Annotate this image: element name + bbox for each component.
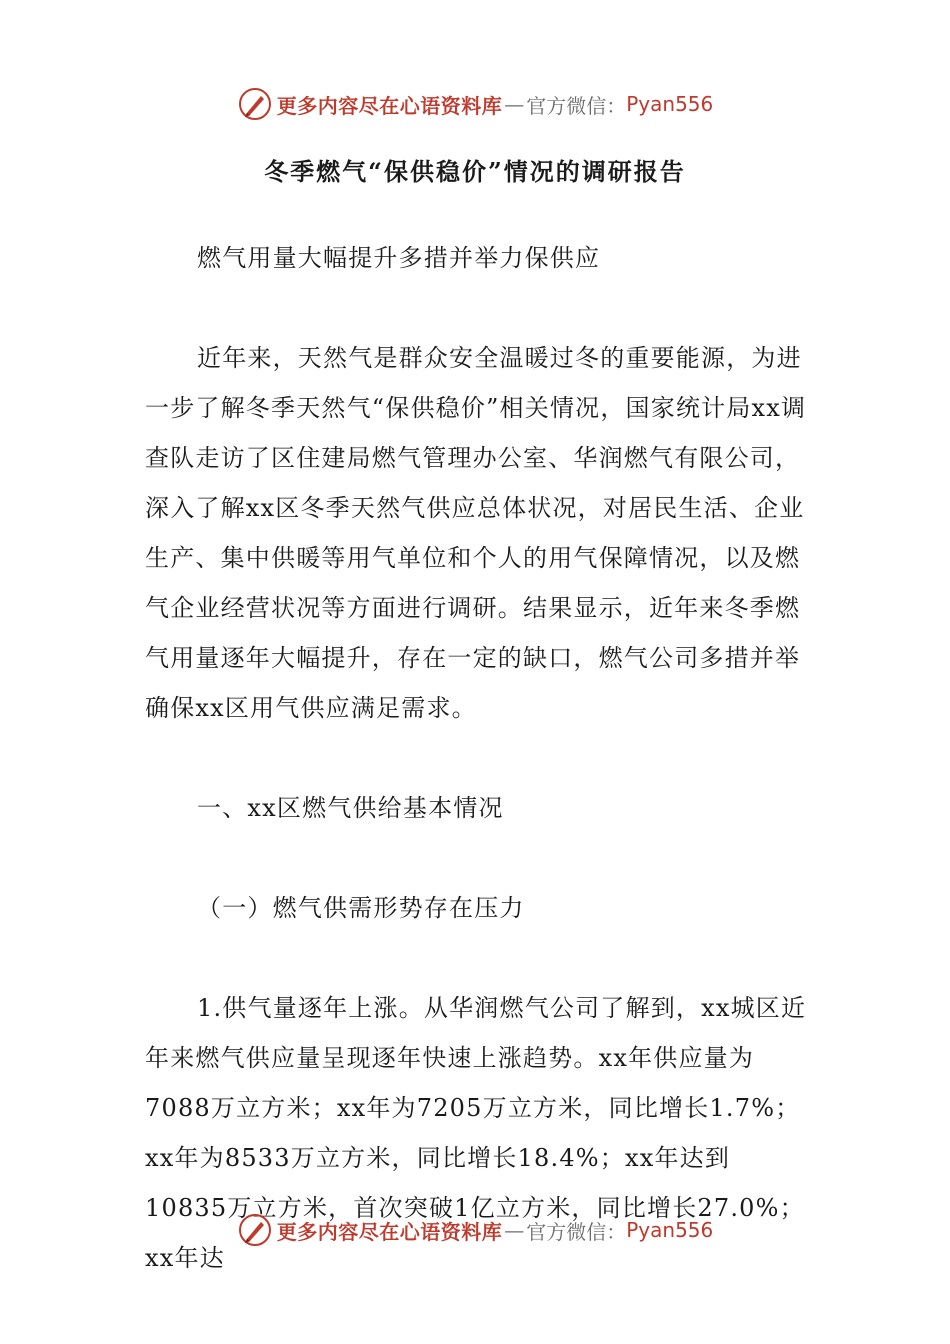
supply-paragraph: 1.供气量逐年上涨。从华润燃气公司了解到，xx城区近年来燃气供应量呈现逐年快速上涨趋势。xx年供应量为7088万立方米；xx年为7205万立方米，同比增长1.7%；xx年为8533万立方米，同比增长18.4%；xx年达到10835万立方米，首次突破1亿立方米，同比增长27.0%；xx年达 (145, 994, 807, 1272)
watermark-separator: — (504, 92, 525, 116)
section-heading-1: 一、xx区燃气供给基本情况 (197, 794, 504, 822)
intro-paragraph: 近年来，天然气是群众安全温暖过冬的重要能源，为进一步了解冬季天然气“保供稳价”相关情况，国家统计局xx调查队走访了区住建局燃气管理办公室、华润燃气有限公司，深入了解xx区冬季天然气供应总体状况，对居民生活、企业生产、集中供暖等用气单位和个人的用气保障情况，以及燃气企业经营状况等方面进行调研。结果显示，近年来冬季燃气用量逐年大幅提升，存在一定的缺口，燃气公司多措并举确保xx区用气供应满足需求。 (145, 344, 807, 722)
watermark-label: 官方微信： (526, 93, 627, 118)
document-subtitle: 燃气用量大幅提升多措并举力保供应 (197, 244, 601, 272)
watermark-id: Pyan556 (626, 1218, 714, 1242)
watermark-brand: 更多内容尽在心语资料库 (276, 93, 503, 118)
pen-logo-icon (237, 86, 273, 122)
watermark-separator: — (504, 1218, 525, 1242)
document-title: 冬季燃气“保供稳价”情况的调研报告 (264, 157, 686, 186)
document-body (145, 233, 810, 1283)
watermark-footer (0, 1210, 950, 1250)
section-heading-2: （一）燃气供需形势存在压力 (197, 894, 525, 922)
watermark-id: Pyan556 (626, 92, 714, 116)
watermark-brand: 更多内容尽在心语资料库 (276, 1219, 503, 1244)
watermark-header (0, 84, 950, 124)
pen-logo-icon (237, 1212, 273, 1248)
watermark-label: 官方微信： (526, 1219, 627, 1244)
